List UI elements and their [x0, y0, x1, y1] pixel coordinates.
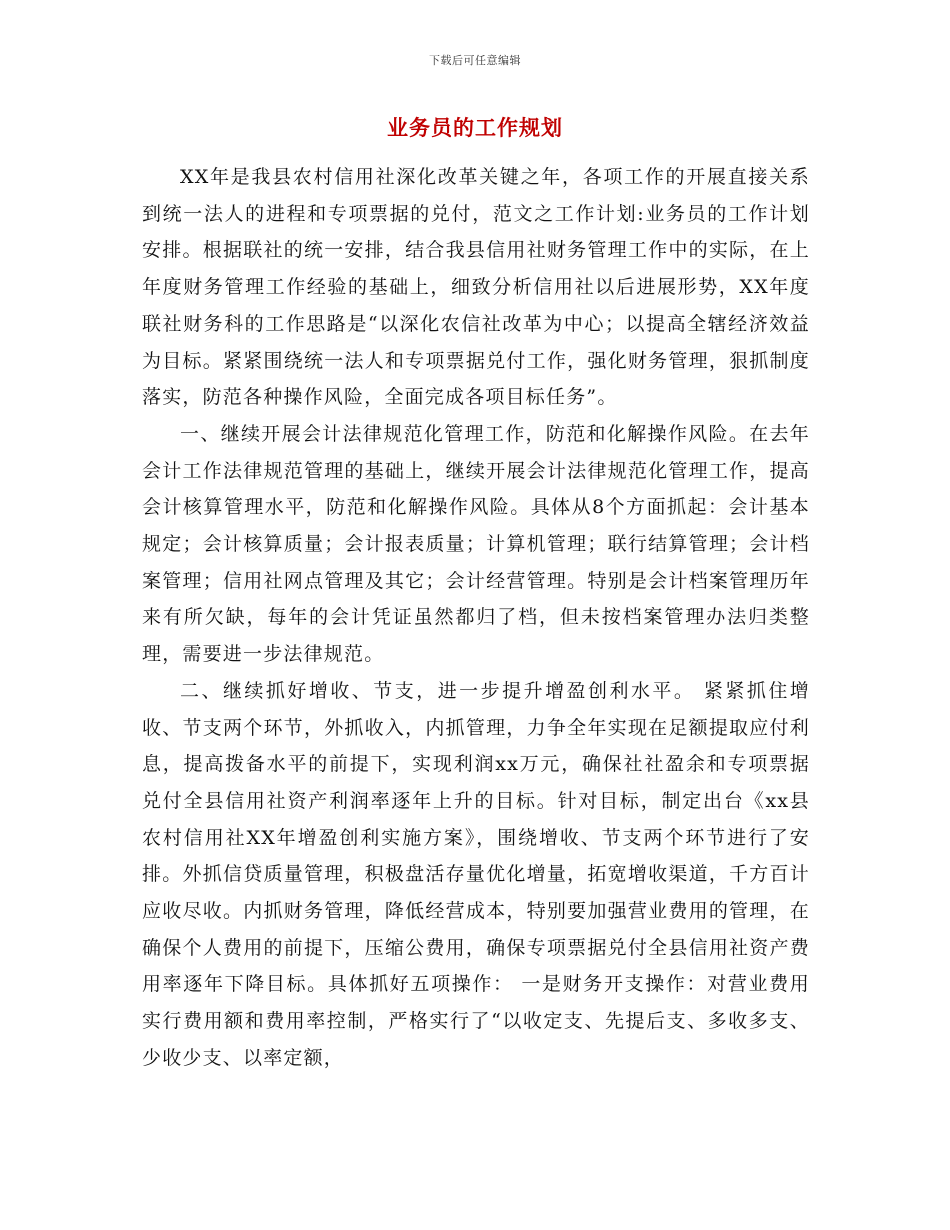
paragraph: XX年是我县农村信用社深化改革关键之年，各项工作的开展直接关系到统一法人的进程和专项票据的兑付，范文之工作计划:业务员的工作计划安排。根据联社的统一安排，结合我县信用社财务管理工作中的实际，在上年度财务管理工作经验的基础上，细致分析信用社以后进展形势，XX年度联社财务科的工作思路是“以深化农信社改革为中心；以提高全辖经济效益为目标。紧紧围绕统一法人和专项票据兑付工作，强化财务管理，狠抓制度落实，防范各种操作风险，全面完成各项目标任务”。: [142, 166, 810, 409]
paragraph: 二、继续抓好增收、节支，进一步提升增盈创利水平。 紧紧抓住增收、节支两个环节，外抓收入，内抓管理，力争全年实现在足额提取应付利息，提高拨备水平的前提下，实现利润xx万元，确保社社盈余和专项票据兑付全县信用社资产利润率逐年上升的目标。针对目标，制定出台《xx县农村信用社XX年增盈创利实施方案》，围绕增收、节支两个环节进行了安排。外抓信贷质量管理，积极盘活存量优化增量，拓宽增收渠道，千方百计应收尽收。内抓财务管理，降低经营成本，特别要加强营业费用的管理，在确保个人费用的前提下，压缩公费用，确保专项票据兑付全县信用社资产费用率逐年下降目标。具体抓好五项操作： 一是财务开支操作：对营业费用实行费用额和费用率控制，严格实行了“以收定支、先提后支、多收多支、少收少支、以率定额，: [142, 679, 810, 1069]
document-body: [142, 159, 810, 1077]
paragraph: 一、继续开展会计法律规范化管理工作，防范和化解操作风险。在去年会计工作法律规范管理的基础上，继续开展会计法律规范化管理工作，提高会计核算管理水平，防范和化解操作风险。具体从8个方面抓起：会计基本规定；会计核算质量；会计报表质量；计算机管理；联行结算管理；会计档案管理；信用社网点管理及其它；会计经营管理。特别是会计档案管理历年来有所欠缺，每年的会计凭证虽然都归了档，但未按档案管理办法归类整理，需要进一步法律规范。: [142, 422, 810, 666]
header-note: 下载后可任意编辑: [429, 54, 521, 67]
document-title: 业务员的工作规划: [387, 115, 563, 140]
